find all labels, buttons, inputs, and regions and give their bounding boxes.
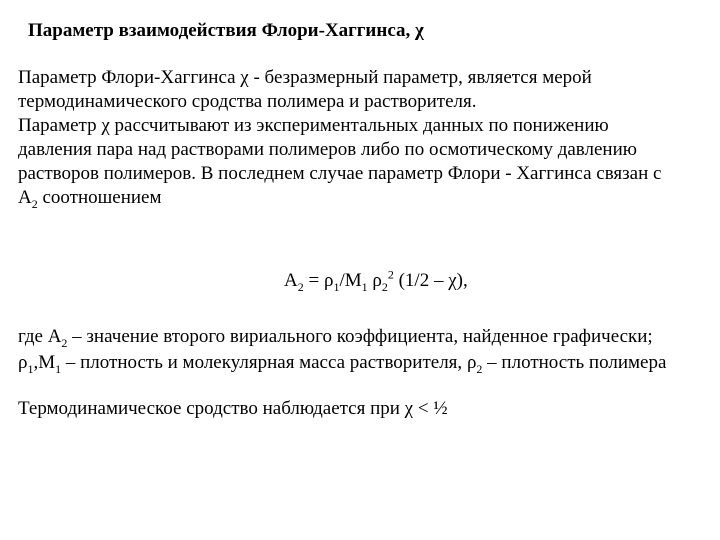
paragraph-line: Параметр Флори-Хаггинса χ - безразмерный параметр, является мерой — [18, 67, 592, 88]
def-rho1-sub: 1 — [27, 361, 34, 376]
definition-line-a2 — [18, 324, 718, 350]
formula-a: A — [284, 270, 298, 291]
def-rho1: ρ — [18, 352, 28, 373]
formula-a-sub: 2 — [297, 279, 304, 294]
formula — [284, 267, 468, 294]
slide-title: Параметр взаимодействия Флори-Хаггинса, χ — [28, 20, 424, 41]
def-mid-text: – плотность и молекулярная масса растворителя, — [61, 352, 467, 373]
def-rho2-sub: 2 — [476, 361, 483, 376]
paragraph-line: Параметр χ рассчитывают из экспериментальных данных по понижению — [18, 115, 609, 136]
paragraph-last-line-text: соотношением — [37, 187, 162, 208]
paragraph-line: растворов полимеров. В последнем случае параметр Флори - Хаггинса связан с — [18, 163, 662, 184]
formula-rho1-sub: 1 — [333, 279, 340, 294]
def-m-sub: 1 — [55, 361, 62, 376]
paragraph-line: давления пара над растворами полимеров либо по осмотическому давлению — [18, 139, 637, 160]
paragraph-line: термодинамического сродства полимера и растворителя. — [18, 91, 477, 112]
formula-rho2: ρ — [372, 270, 382, 291]
formula-m-sub: 1 — [361, 279, 368, 294]
def-a2-sub: 2 — [61, 335, 68, 350]
a2-subscript: 2 — [31, 196, 38, 211]
formula-rho2-sub: 2 — [381, 279, 388, 294]
paragraph-last-line — [18, 186, 708, 210]
definition-line-rho — [18, 350, 718, 376]
def-end-text: – плотность полимера — [482, 352, 667, 373]
formula-rho2-sup: 2 — [387, 267, 394, 282]
def-rho2: ρ — [466, 352, 477, 373]
conclusion: Термодинамическое сродство наблюдается при χ < ½ — [18, 398, 448, 419]
formula-equals: = — [303, 270, 324, 291]
a2-symbol: A — [18, 187, 32, 208]
definitions — [18, 324, 718, 376]
def-a2-pre: где A — [18, 326, 62, 347]
formula-tail: (1/2 – χ), — [393, 270, 468, 291]
def-a2-text: – значение второго вириального коэффициента, найденное графически; — [67, 326, 653, 347]
def-m: ,M — [33, 352, 56, 373]
description-paragraph — [18, 66, 708, 210]
formula-m: /M — [339, 270, 362, 291]
formula-rho1: ρ — [323, 270, 334, 291]
